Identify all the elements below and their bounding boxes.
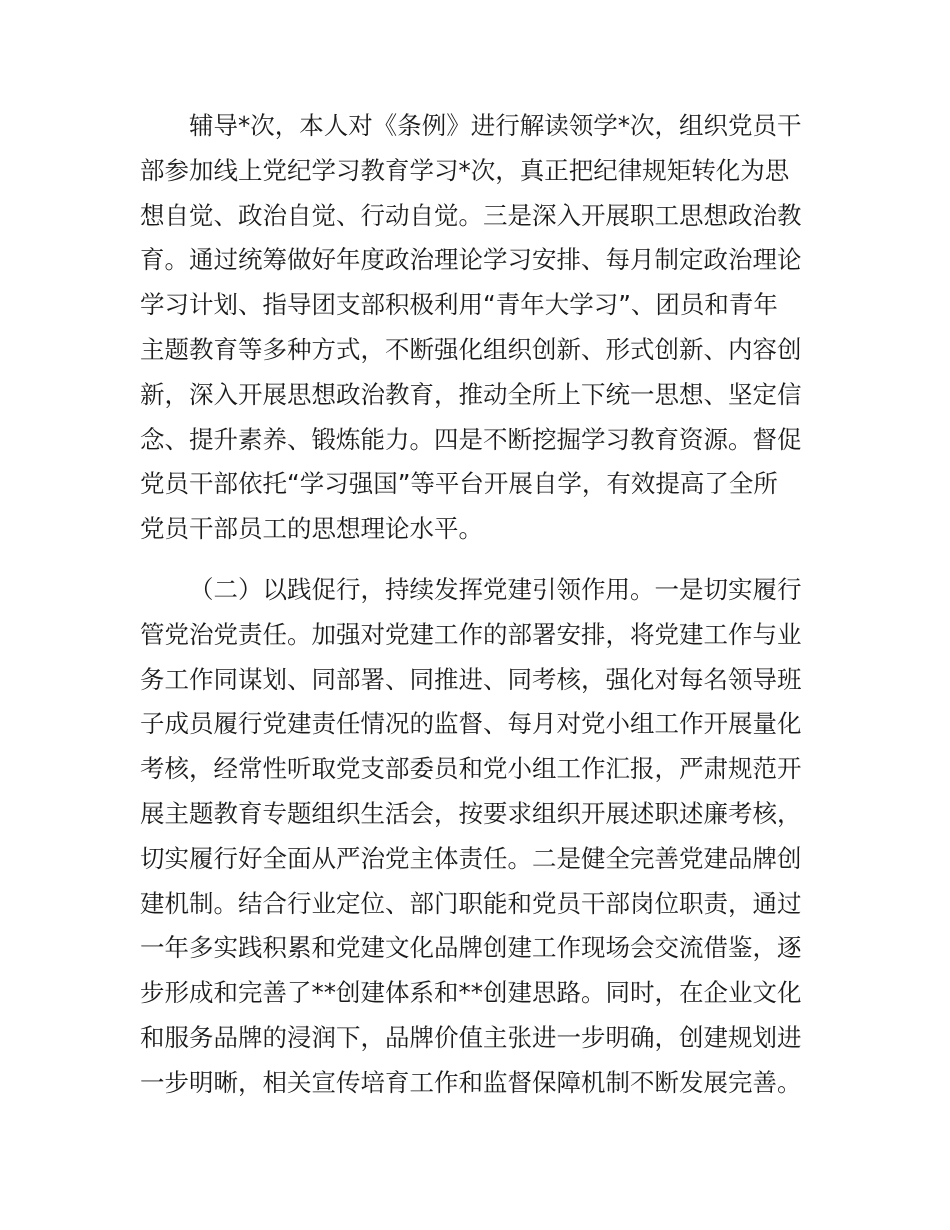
paragraph-line: 新，深入开展思想政治教育，推动全所上下统一思想、坚定信 — [140, 379, 802, 409]
paragraph-2 — [140, 568, 820, 1106]
document-body — [140, 104, 820, 1106]
paragraph-line: 学习计划、指导团支部积极利用“青年大学习”、团员和青年 — [140, 290, 778, 320]
paragraph-line: 子成员履行党建责任情况的监督、每月对党小组工作开展量化 — [140, 709, 802, 739]
paragraph-spacer — [140, 552, 820, 568]
paragraph-line: 主题教育等多种方式，不断强化组织创新、形式创新、内容创 — [140, 334, 802, 364]
paragraph-1 — [140, 104, 820, 552]
paragraph-line: 育。通过统筹做好年度政治理论学习安排、每月制定政治理论 — [140, 245, 802, 275]
paragraph-line: 念、提升素养、锻炼能力。四是不断挖掘学习教育资源。督促 — [140, 424, 802, 454]
paragraph-line: 党员干部员工的思想理论水平。 — [140, 514, 483, 544]
paragraph-line: 考核，经常性听取党支部委员和党小组工作汇报，严肃规范开 — [140, 754, 802, 784]
paragraph-line: （二）以践促行，持续发挥党建引领作用。一是切实履行 — [189, 574, 802, 604]
paragraph-line: 步形成和完善了**创建体系和**创建思路。同时，在企业文化 — [140, 978, 802, 1008]
paragraph-line: 切实履行好全面从严治党主体责任。二是健全完善党建品牌创 — [140, 843, 802, 873]
paragraph-line: 辅导*次，本人对《条例》进行解读领学*次，组织党员干 — [189, 111, 802, 140]
paragraph-line: 党员干部依托“学习强国”等平台开展自学，有效提高了全所 — [140, 469, 778, 499]
paragraph-line: 部参加线上党纪学习教育学习*次，真正把纪律规矩转化为思 — [140, 155, 790, 185]
paragraph-line: 务工作同谋划、同部署、同推进、同考核，强化对每名领导班 — [140, 664, 802, 694]
paragraph-line: 一步明晰，相关宣传培育工作和监督保障机制不断发展完善。 — [140, 1067, 802, 1097]
paragraph-line: 想自觉、政治自觉、行动自觉。三是深入开展职工思想政治教 — [140, 200, 802, 230]
paragraph-line: 建机制。结合行业定位、部门职能和党员干部岗位职责，通过 — [140, 888, 802, 918]
paragraph-line: 和服务品牌的浸润下，品牌价值主张进一步明确，创建规划进 — [140, 1022, 802, 1052]
paragraph-line: 展主题教育专题组织生活会，按要求组织开展述职述廉考核， — [140, 798, 802, 828]
paragraph-line: 管党治党责任。加强对党建工作的部署安排，将党建工作与业 — [140, 619, 802, 649]
paragraph-line: 一年多实践积累和党建文化品牌创建工作现场会交流借鉴，逐 — [140, 933, 802, 963]
